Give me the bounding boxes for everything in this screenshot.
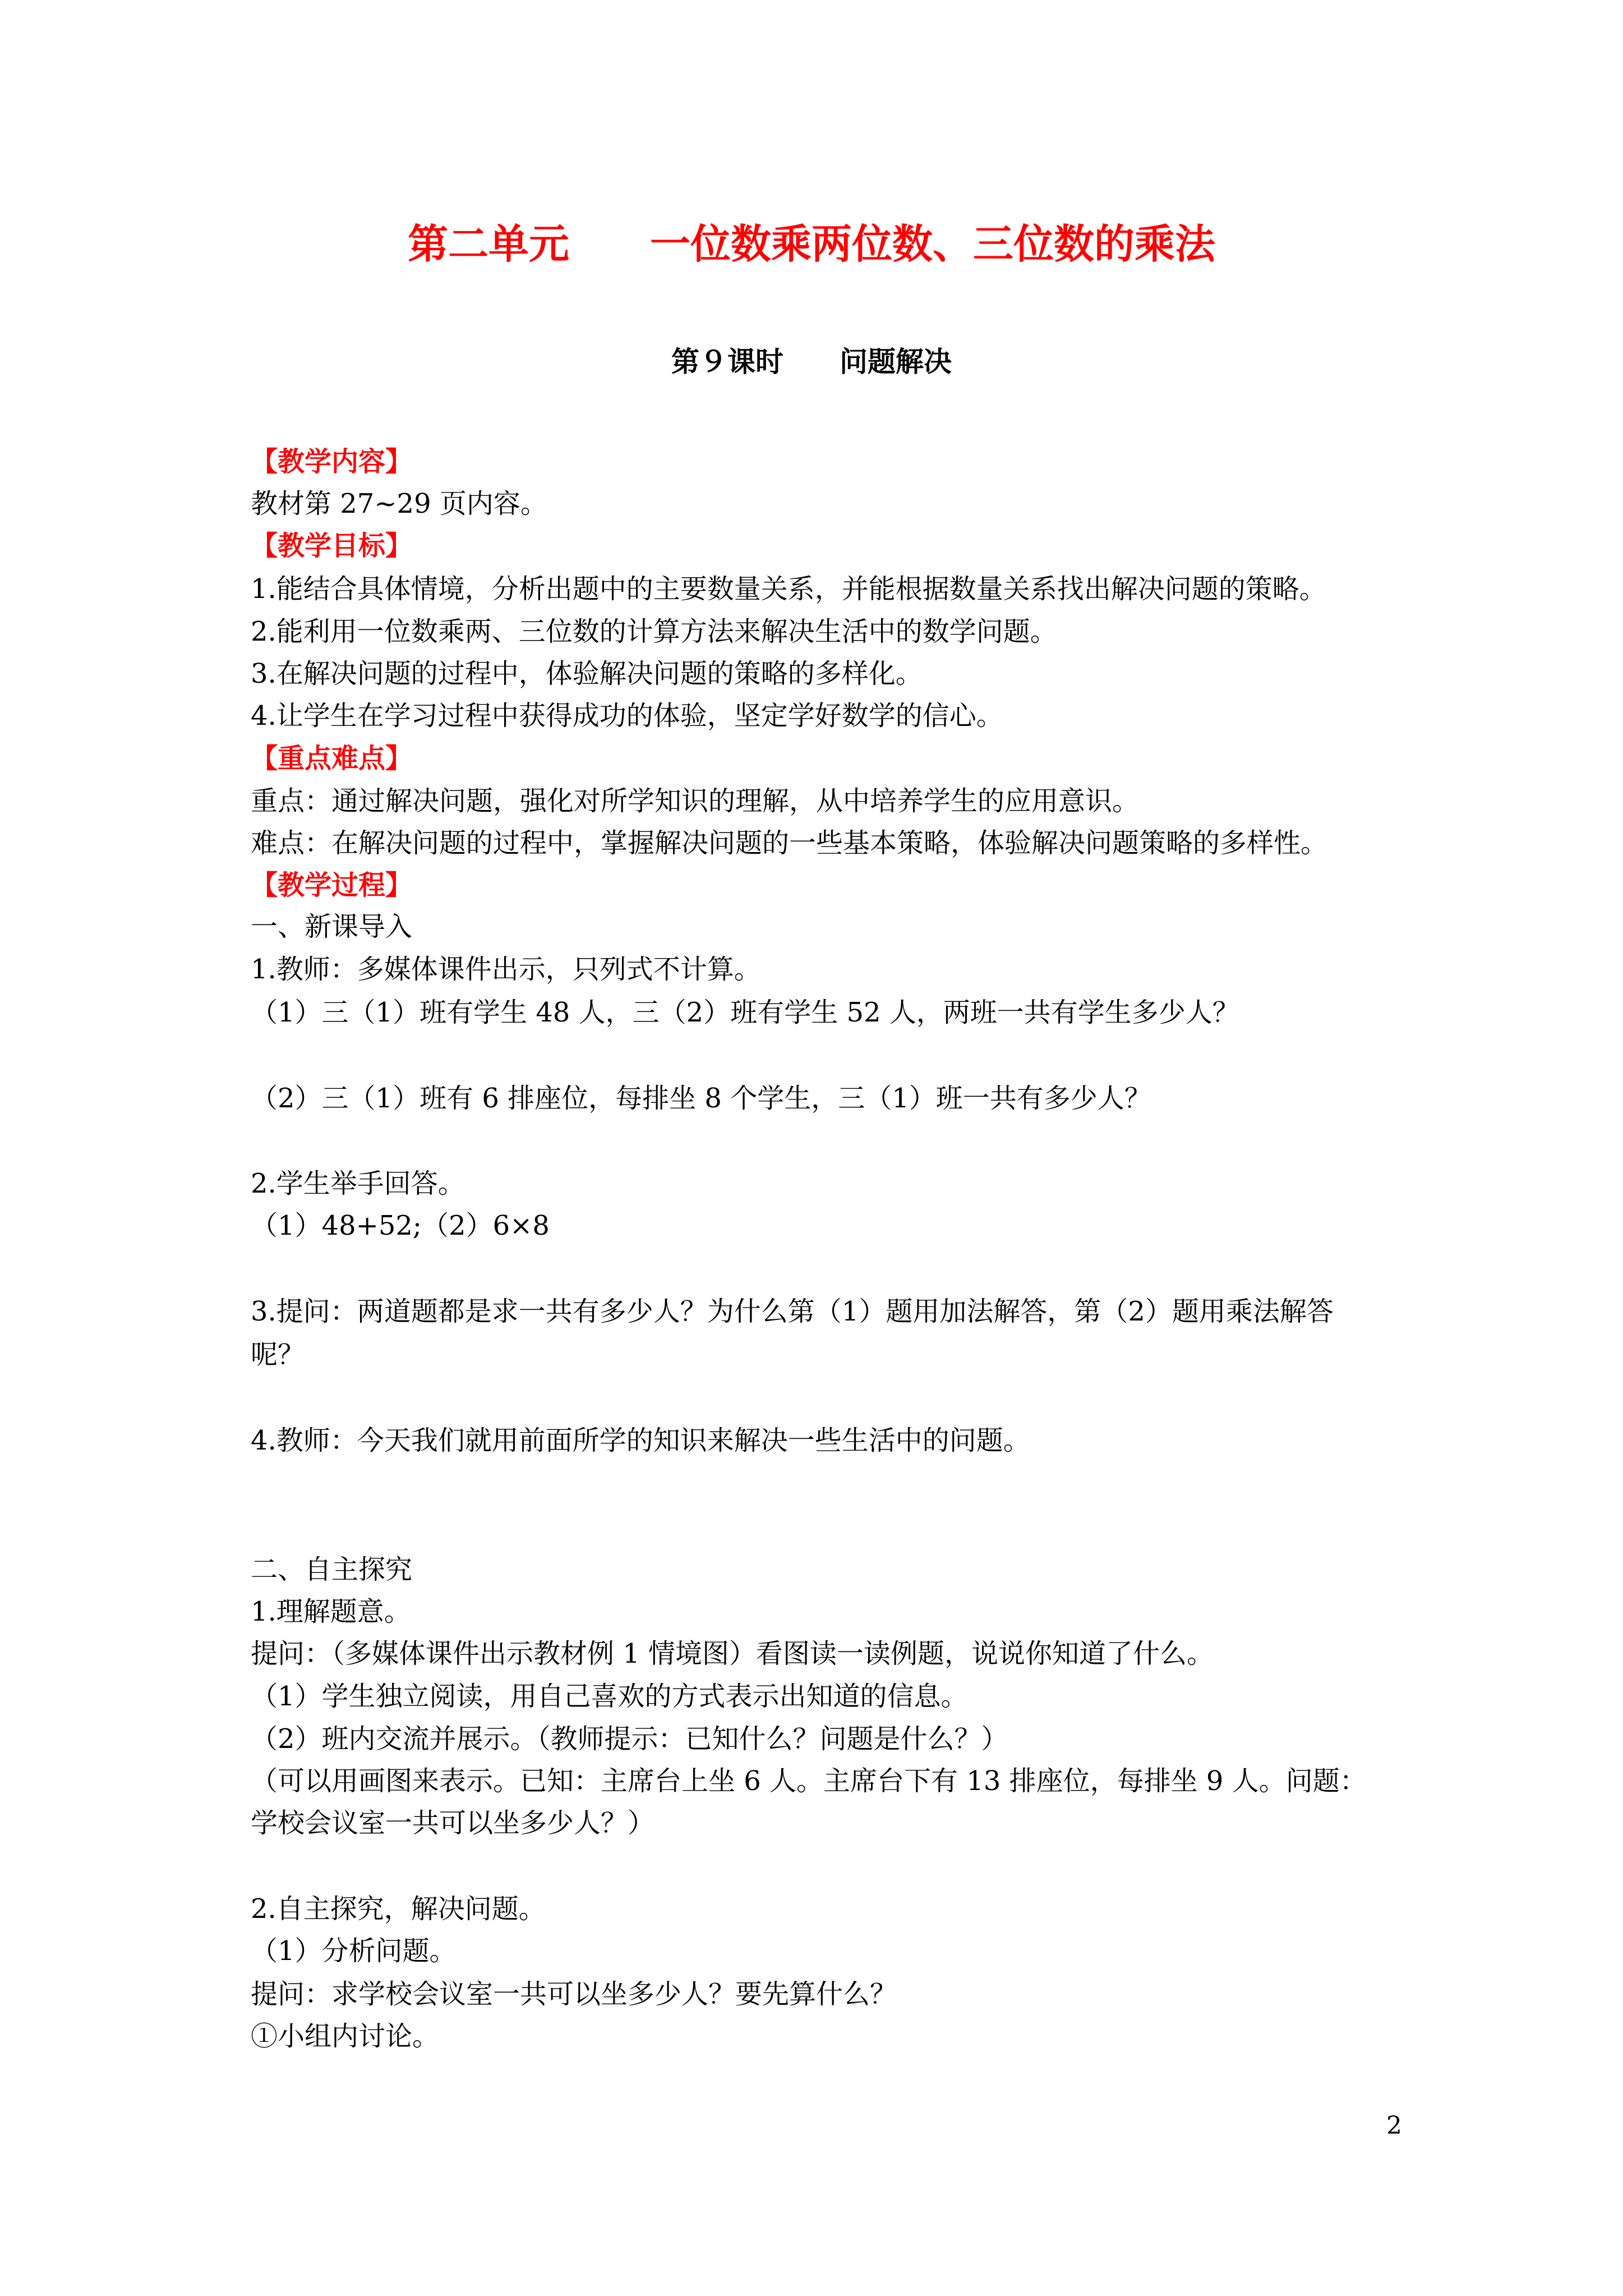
paragraph-line: 学校会议室一共可以坐多少人？）	[251, 1807, 655, 1839]
paragraph-line: 提问：求学校会议室一共可以坐多少人？要先算什么？	[251, 1978, 897, 2010]
paragraph-line: 提问：（多媒体课件出示教材例 1 情境图）看图读一读例题，说说你知道了什么。	[251, 1638, 1214, 1669]
section-heading-teaching-process: 【教学过程】	[251, 869, 413, 901]
paragraph-line: （2）三（1）班有 6 排座位，每排坐 8 个学生，三（1）班一共有多少人？	[251, 1083, 1151, 1114]
paragraph-line: ①小组内讨论。	[251, 2021, 440, 2052]
section-heading-teaching-goals: 【教学目标】	[251, 530, 413, 562]
paragraph-line: 2.学生举手回答。	[251, 1168, 465, 1199]
paragraph-line: （2）班内交流并展示。（教师提示：已知什么？问题是什么？）	[251, 1723, 1008, 1755]
lesson-subtitle: 第９课时 问题解决	[671, 345, 952, 378]
page-number: 2	[1386, 2111, 1402, 2140]
paragraph-line: （1）分析问题。	[251, 1935, 457, 1967]
paragraph-line: 难点：在解决问题的过程中，掌握解决问题的一些基本策略，体验解决问题策略的多样性。	[251, 827, 1328, 859]
section-heading-teaching-content: 【教学内容】	[251, 446, 413, 477]
paragraph-line: 1.理解题意。	[251, 1596, 411, 1627]
paragraph-line: （1）学生独立阅读，用自己喜欢的方式表示出知道的信息。	[251, 1681, 968, 1712]
section-heading-key-points: 【重点难点】	[251, 743, 413, 774]
paragraph-line: 2.自主探究，解决问题。	[251, 1893, 546, 1925]
paragraph-line: 3.提问：两道题都是求一共有多少人？为什么第（1）题用加法解答，第（2）题用乘法解答	[251, 1296, 1334, 1327]
unit-title: 第二单元 一位数乘两位数、三位数的乘法	[407, 220, 1215, 268]
paragraph-line: （1）48+52;（2）6×8	[251, 1210, 550, 1241]
paragraph-line: 一、新课导入	[251, 911, 413, 942]
paragraph-line: 4.教师：今天我们就用前面所学的知识来解决一些生活中的问题。	[251, 1425, 1030, 1456]
paragraph-line: （可以用画图来表示。已知：主席台上坐 6 人。主席台下有 13 排座位，每排坐 9 人。问题：	[251, 1765, 1367, 1797]
paragraph-line: 教材第 27~29 页内容。	[251, 488, 547, 519]
paragraph-line: （1）三（1）班有学生 48 人，三（2）班有学生 52 人，两班一共有学生多少人？	[251, 997, 1239, 1028]
paragraph-line: 1.教师：多媒体课件出示，只列式不计算。	[251, 954, 761, 985]
paragraph-line: 二、自主探究	[251, 1554, 413, 1585]
paragraph-line: 呢？	[251, 1339, 305, 1370]
paragraph-line: 3.在解决问题的过程中，体验解决问题的策略的多样化。	[251, 658, 923, 689]
paragraph-line: 1.能结合具体情境，分析出题中的主要数量关系，并能根据数量关系找出解决问题的策略。	[251, 573, 1326, 605]
paragraph-line: 2.能利用一位数乘两、三位数的计算方法来解决生活中的数学问题。	[251, 616, 1057, 647]
paragraph-line: 4.让学生在学习过程中获得成功的体验，坚定学好数学的信心。	[251, 700, 1003, 731]
paragraph-line: 重点：通过解决问题，强化对所学知识的理解，从中培养学生的应用意识。	[251, 785, 1140, 817]
